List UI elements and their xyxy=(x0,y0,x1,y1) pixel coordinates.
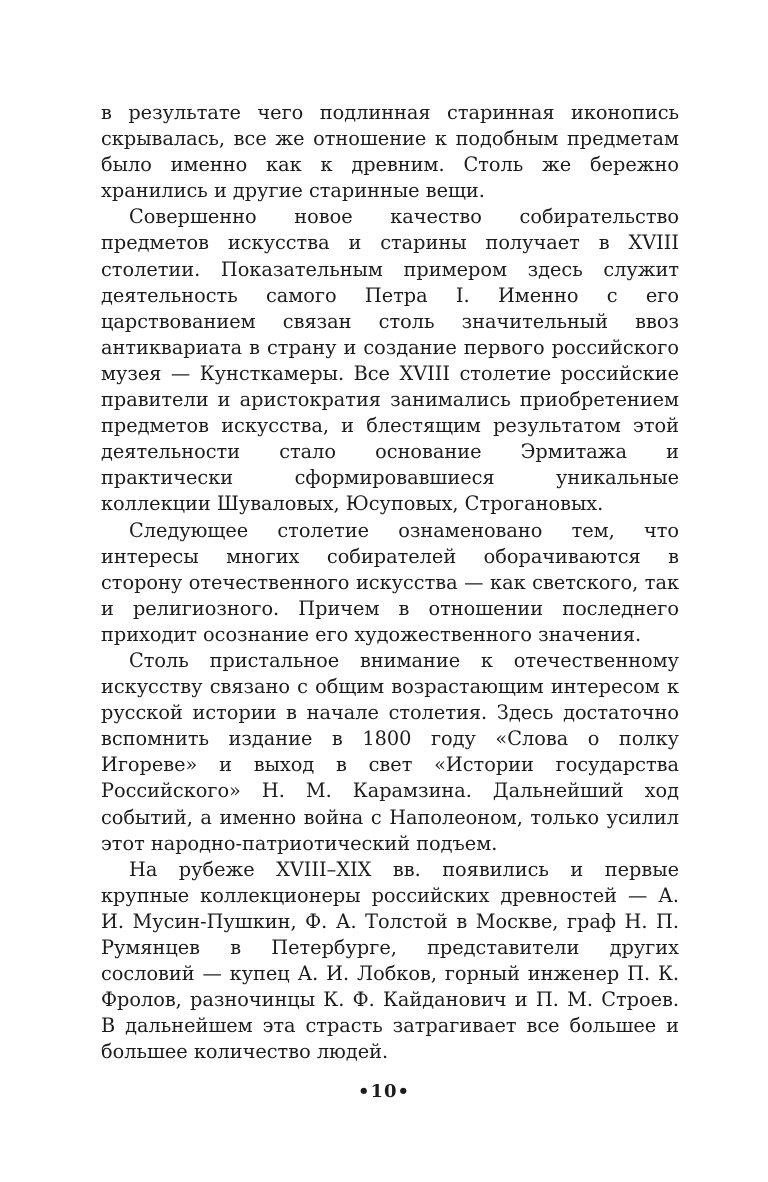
paragraph-1: в результате чего подлинная старинная иконопись скрывалась, все же отношение к подобным предметам было именно как к древним. Столь же бережно хранились и другие старинные вещи. xyxy=(101,101,679,203)
page-body-text xyxy=(101,100,679,1065)
paragraph-3: Следующее столетие ознаменовано тем, что интересы многих собирателей оборачиваются в сторону отечественного искусства — как светского, так и религиозного. Причем в отношении последнего приходит осознание его художественного значения. xyxy=(101,518,679,646)
page-number: •10• xyxy=(357,1081,411,1102)
paragraph-4: Столь пристальное внимание к отечественному искусству связано с общим возрастающим интересом к русской истории в начале столетия. Здесь достаточно вспомнить издание в 1800 году «Слова о полку Игореве» и выход в свет «Истории государства Российского» Н. М. Карамзина. Дальнейший ход событий, а именно война с Наполеоном, только усилил этот народно-патриотический подъем. xyxy=(101,648,679,855)
paragraph-2: Совершенно новое качество собирательство предметов искусства и старины получает в XVIII столетии. Показательным примером здесь служит деятельность самого Петра I. Именно с его царствованием связан столь значительный ввоз антиквариата в страну и создание первого российского музея — Кунсткамеры. Все XVIII столетие российские правители и аристократия занимались приобретением предметов искусства, и блестящим результатом этой деятельности стало основание Эрмитажа и практически сформировавшиеся уникальные коллекции Шуваловых, Юсуповых, Строгановых. xyxy=(101,205,679,516)
paragraph-5: На рубеже XVIII–XIX вв. появились и первые крупные коллекционеры российских древностей — А. И. Мусин-Пушкин, Ф. А. Толстой в Москве, граф Н. П. Румянцев в Петербурге, представители других сословий — купец А. И. Лобков, горный инженер П. К. Фролов, разночинцы К. Ф. Кайданович и П. М. Строев. В дальнейшем эта страсть затрагивает все большее и большее количество людей. xyxy=(101,857,679,1064)
